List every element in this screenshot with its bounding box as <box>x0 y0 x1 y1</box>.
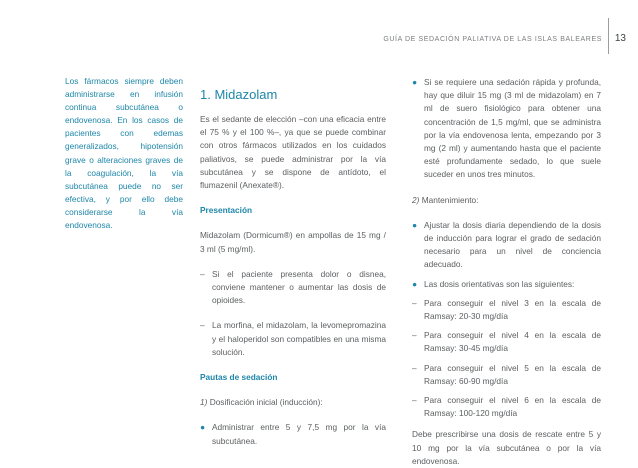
list-item <box>412 329 601 355</box>
dash-icon: – <box>412 395 417 406</box>
running-title: GUÍA DE SEDACIÓN PALIATIVA DE LAS ISLAS BALEARES <box>383 36 602 43</box>
bullet-item-text: Las dosis orientativas son las siguientes: <box>424 278 575 289</box>
bullet-icon: ● <box>412 77 418 87</box>
list-item <box>200 319 386 359</box>
ramsay-item-text: Para conseguir el nivel 5 en la escala de Ramsay: 60-90 mg/día <box>424 362 601 386</box>
maintenance-label: Mantenimiento: <box>421 194 479 205</box>
dash-item-text: La morfina, el midazolam, la levomepromazina y el haloperidol son compatibles en una misma solución. <box>212 320 386 357</box>
section-title: 1. Midazolam <box>200 87 278 102</box>
list-item <box>412 394 601 420</box>
sidebar-note <box>65 75 183 232</box>
bullet-item-text: Ajustar la dosis diaria dependiendo de la dosis de inducción para lograr el grado de sedación necesario para un nivel de conciencia adecuado. <box>424 219 601 270</box>
dash-icon: – <box>412 297 417 308</box>
dash-icon: – <box>412 362 417 373</box>
presentation-heading: Presentación <box>200 205 253 216</box>
induction-number: 1) <box>200 397 208 408</box>
intro-paragraph: Es el sedante de elección –con una eficacia entre el 75 % y el 100 %–, ya que se puede combinar con otros fármacos utilizados en los cuidados paliativos, se puede administrar por la vía subcutánea y se dispone de antídoto, el flumazenil (Anexate®). <box>200 114 386 191</box>
list-item <box>412 278 601 291</box>
bullet-icon: ● <box>412 278 418 289</box>
list-item <box>200 268 386 308</box>
list-item <box>200 421 386 447</box>
dash-icon: – <box>412 330 417 341</box>
dash-item-text: Si el paciente presenta dolor o disnea, conviene mantener o aumentar las dosis de opioides. <box>212 268 386 306</box>
maintenance-number: 2) <box>412 194 420 205</box>
bullet-icon: ● <box>412 219 418 230</box>
ramsay-item-text: Para conseguir el nivel 6 en la escala de Ramsay: 100-120 mg/día <box>424 395 601 419</box>
induction-step <box>200 396 386 409</box>
ramsay-item-text: Para conseguir el nivel 4 en la escala de Ramsay: 30-45 mg/día <box>424 330 601 354</box>
list-item <box>412 219 601 272</box>
presentation-text: Midazolam (Dormicum®) en ampollas de 15 mg / 3 ml (5 mg/ml). <box>200 230 386 254</box>
header-divider <box>608 18 609 54</box>
bullet-icon: ● <box>200 422 206 433</box>
sidebar-text: Los fármacos siempre deben administrarse en infusión continua subcutánea o endovenosa. En los casos de pacientes con edemas generalizados, hipotensión grave o alteraciones graves de la coagulación, la vía subcutánea puede no ser efectiva, y por ello debe considerarse la vía endovenosa. <box>65 76 183 231</box>
closing-paragraph: Debe prescribirse una dosis de rescate entre 5 y 10 mg por la vía subcutánea o por la vía endovenosa. <box>412 429 601 466</box>
dash-icon: – <box>200 320 205 331</box>
middle-column <box>200 76 386 448</box>
list-item <box>412 76 601 182</box>
induction-label: Dosificación inicial (inducción): <box>209 397 323 408</box>
bullet-item-text: Si se requiere una sedación rápida y profunda, hay que diluir 15 mg (3 ml de midazolam) en 7 ml de suero fisiológico para obtener una concentración de 1,5 mg/ml, que se administra por la vía endovenosa lenta, empezando por 3 mg (2 ml) y aumentando hasta que el paciente esté profundamente sedado, lo que suele suceder en unos tres minutos. <box>424 77 601 180</box>
list-item <box>412 362 601 388</box>
page-number: 13 <box>614 33 626 44</box>
dash-icon: – <box>200 268 205 279</box>
guidelines-heading: Pautas de sedación <box>200 372 278 383</box>
maintenance-step <box>412 194 601 207</box>
bullet-item-text: Administrar entre 5 y 7,5 mg por la vía subcutánea. <box>212 422 386 446</box>
ramsay-item-text: Para conseguir el nivel 3 en la escala de Ramsay: 20-30 mg/día <box>424 297 601 322</box>
list-item <box>412 297 601 323</box>
right-column <box>412 76 601 468</box>
